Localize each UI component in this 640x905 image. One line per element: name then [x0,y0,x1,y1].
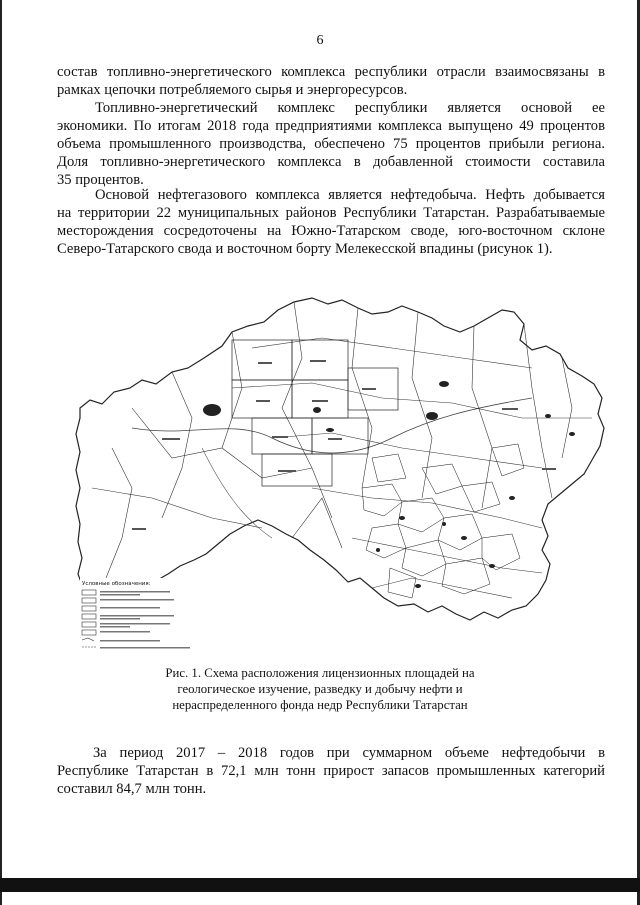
text-line: За период 2017 – 2018 годов при суммарном объеме нефтедобычи в [93,745,605,761]
paragraph-1 [57,63,605,99]
text-line: на территории 22 муниципальных районов Республики Татарстан. Разрабатываемые [57,205,605,221]
republic-outline [76,298,604,620]
figure-caption [140,665,500,713]
text-line: составил 84,7 млн тонн. [57,781,207,797]
river-line [132,398,532,453]
page-number: 6 [316,33,324,48]
caption-line: геологическое изучение, разведку и добычу нефти и [177,682,463,696]
text-line: объема промышленного производства, обеспечено 75 процентов прибыли региона. [57,136,605,152]
district-boundaries [92,302,592,598]
paragraph-3 [57,186,605,258]
text-line: Основой нефтегазового комплекса является нефтедобыча. Нефть добывается [95,187,605,203]
text-line: месторождения сосредоточены на Южно-Татарском своде, юго-восточном склоне [57,223,605,239]
text-line: Доля топливно-энергетического комплекса в добавленной стоимости составила [57,154,605,170]
map-labels [132,360,556,530]
map-legend [80,578,190,650]
river-line [202,448,272,538]
text-line: состав топливно-энергетического комплекса республики отрасли взаимосвязаны в [57,64,605,80]
oilfield-cluster [362,444,524,598]
legend-title: Условные обозначения: [82,581,151,587]
text-line: Топливно-энергетический комплекс республики является основой ее [95,100,605,116]
scan-edge-left [0,0,2,905]
text-line: экономики. По итогам 2018 года предприятиями комплекса выпущено 49 процентов [57,118,605,134]
text-line: рамках цепочки потребляемого сырья и энергоресурсов. [57,82,408,98]
paragraph-4 [57,744,605,798]
text-line: Республике Татарстан в 72,1 млн тонн прирост запасов промышленных категорий [57,763,605,779]
license-areas-map [72,288,612,660]
text-line: 35 процентов. [57,172,144,188]
text-line: Северо-Татарского свода и восточном борту Мелекесской впадины (рисунок 1). [57,241,553,257]
caption-line: нераспределенного фонда недр Республики Татарстан [172,698,468,712]
scan-bottom-bar [0,878,640,892]
caption-line: Рис. 1. Схема расположения лицензионных площадей на [165,666,475,680]
paragraph-2 [57,99,605,189]
